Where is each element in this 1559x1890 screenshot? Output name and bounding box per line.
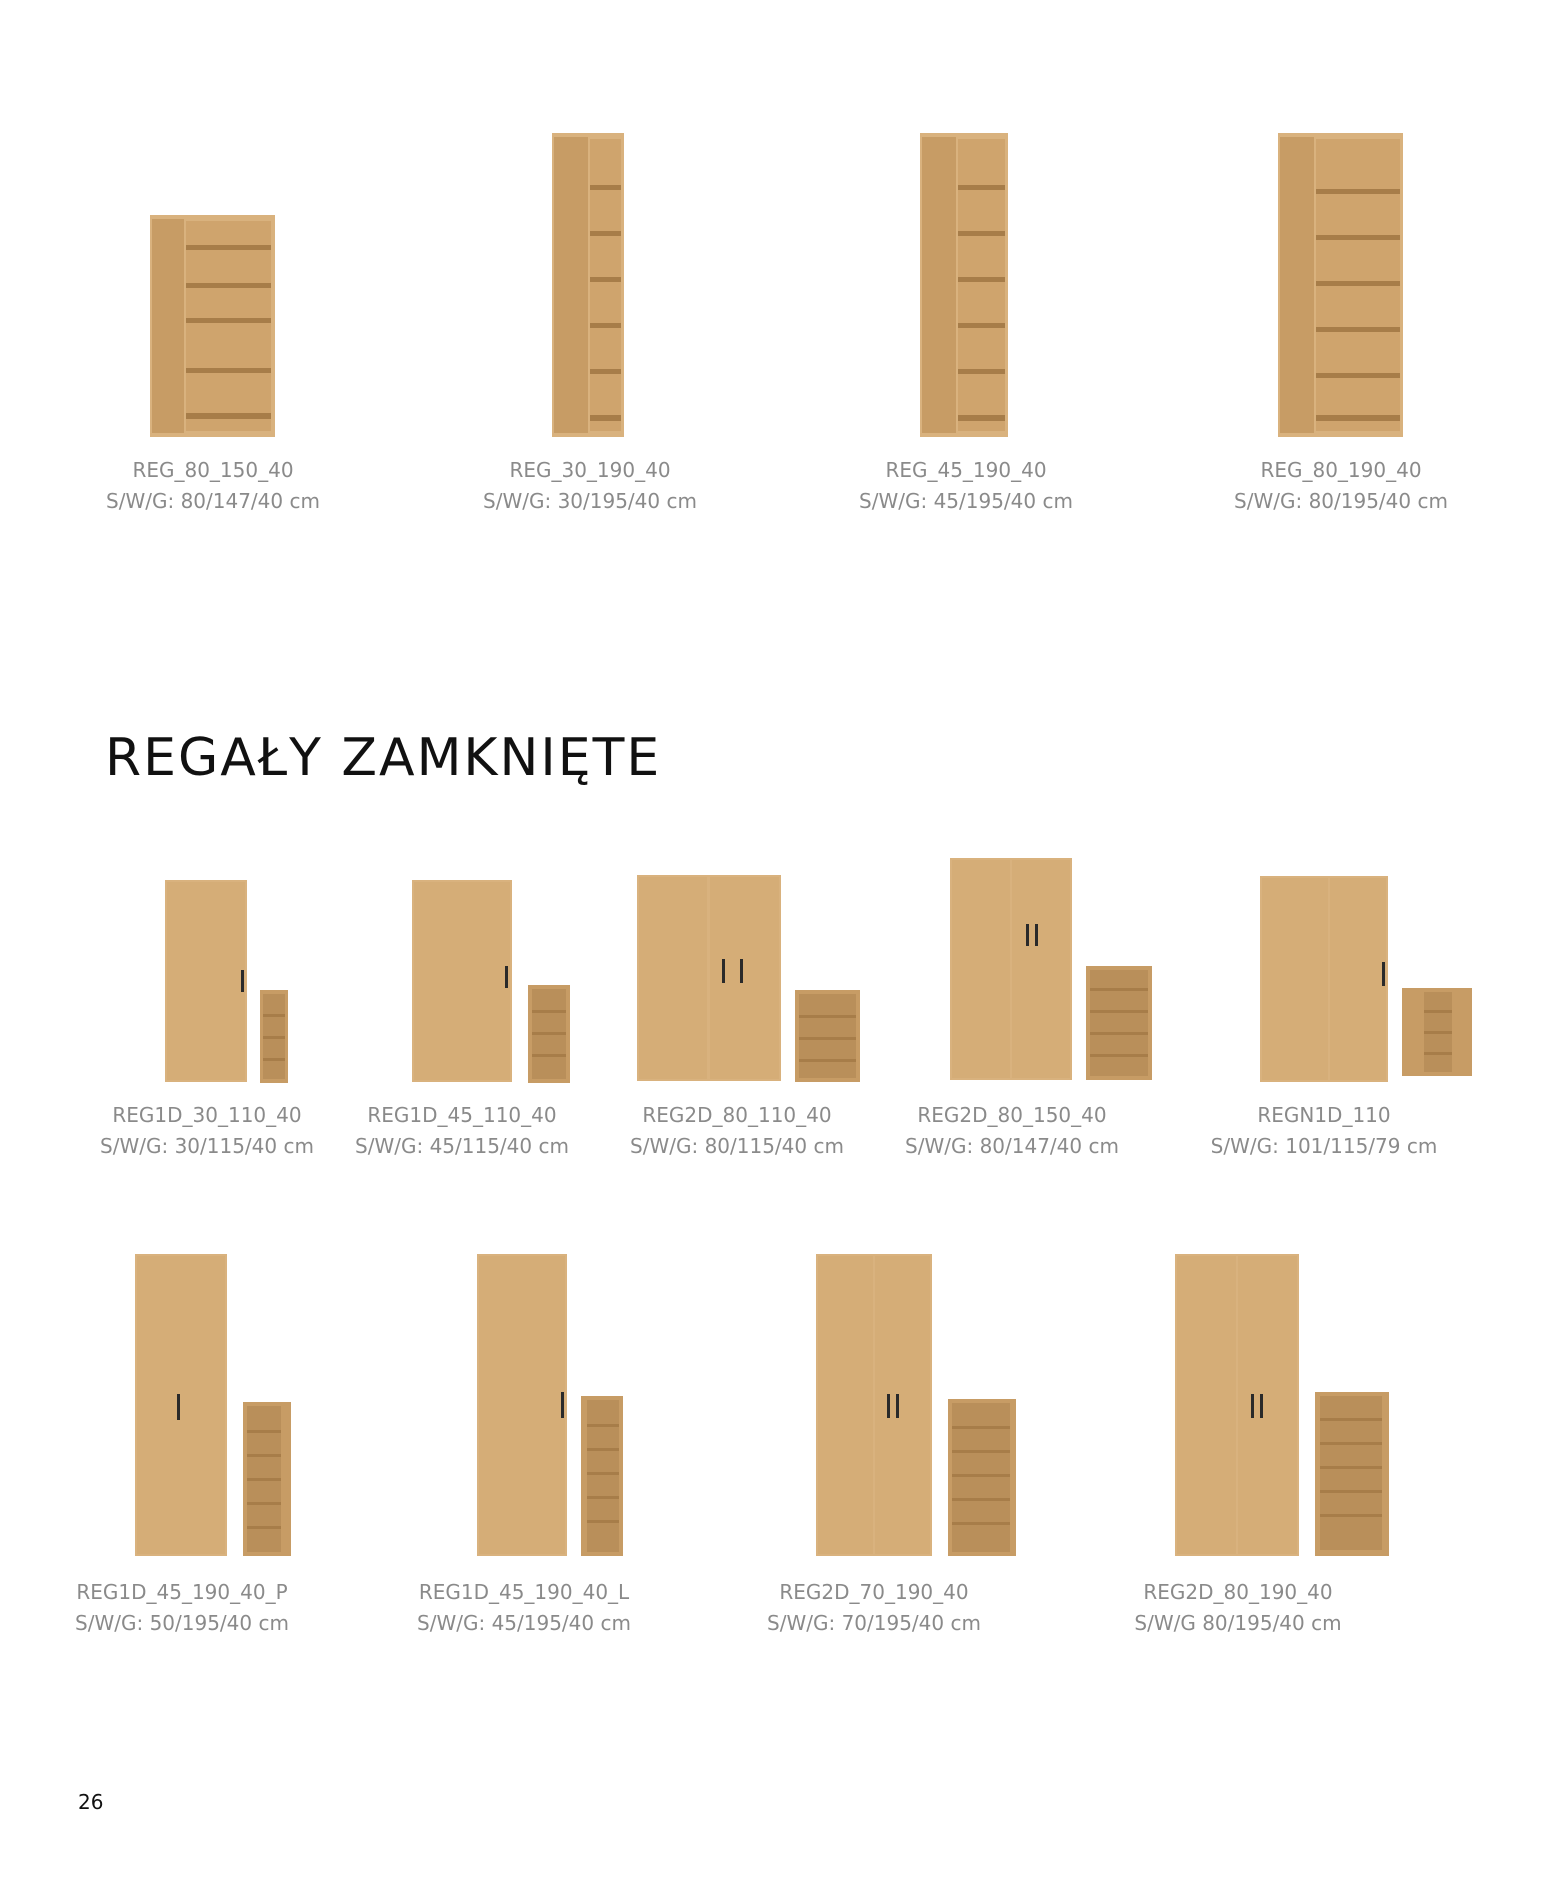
product-dimensions: S/W/G: 45/195/40 cm [859, 489, 1073, 513]
cabinet-image [816, 1254, 1021, 1559]
product-caption [100, 1100, 314, 1162]
bookcase-image [1278, 133, 1403, 437]
product-caption [483, 455, 697, 517]
cabinet-image [412, 880, 572, 1085]
product-caption [75, 1577, 289, 1639]
product-code: REG1D_45_190_40_P [76, 1580, 288, 1604]
product-code: REG_80_190_40 [1260, 458, 1422, 482]
product-code: REG_30_190_40 [509, 458, 671, 482]
page-number: 26 [78, 1790, 104, 1814]
product-dimensions: S/W/G: 70/195/40 cm [767, 1611, 981, 1635]
section-title: REGAŁY ZAMKNIĘTE [105, 728, 662, 788]
product-caption [1234, 455, 1448, 517]
cabinet-image [165, 880, 290, 1085]
product-caption [417, 1577, 631, 1639]
cabinet-image [637, 875, 862, 1085]
product-code: REG_80_150_40 [132, 458, 294, 482]
product-code: REG2D_80_150_40 [917, 1103, 1107, 1127]
product-code: REG2D_80_190_40 [1143, 1580, 1333, 1604]
product-code: REG2D_80_110_40 [642, 1103, 832, 1127]
product-dimensions: S/W/G: 101/115/79 cm [1210, 1134, 1438, 1158]
product-code: REG1D_45_190_40_L [418, 1580, 630, 1604]
product-dimensions: S/W/G: 45/115/40 cm [355, 1134, 569, 1158]
cabinet-image [1260, 876, 1475, 1086]
product-dimensions: S/W/G: 80/195/40 cm [1234, 489, 1448, 513]
product-dimensions: S/W/G: 50/195/40 cm [75, 1611, 289, 1635]
product-dimensions: S/W/G: 80/115/40 cm [630, 1134, 844, 1158]
product-code: REG_45_190_40 [885, 458, 1047, 482]
product-caption [106, 455, 320, 517]
bookcase-image [150, 215, 275, 437]
bookcase-image [920, 133, 1008, 437]
product-caption [767, 1577, 981, 1639]
product-dimensions: S/W/G: 45/195/40 cm [417, 1611, 631, 1635]
product-caption [905, 1100, 1119, 1162]
product-code: REG1D_45_110_40 [367, 1103, 557, 1127]
product-caption [355, 1100, 569, 1162]
product-code: REG2D_70_190_40 [779, 1580, 969, 1604]
product-caption [1211, 1100, 1438, 1162]
product-caption [1134, 1577, 1341, 1639]
product-dimensions: S/W/G: 30/195/40 cm [483, 489, 697, 513]
product-dimensions: S/W/G 80/195/40 cm [1134, 1611, 1342, 1635]
product-code: REGN1D_110 [1257, 1103, 1391, 1127]
product-code: REG1D_30_110_40 [112, 1103, 302, 1127]
product-caption [859, 455, 1073, 517]
cabinet-image [135, 1254, 295, 1559]
cabinet-image [950, 858, 1155, 1083]
product-dimensions: S/W/G: 80/147/40 cm [106, 489, 320, 513]
product-caption [630, 1100, 844, 1162]
cabinet-image [477, 1254, 627, 1559]
product-dimensions: S/W/G: 30/115/40 cm [100, 1134, 314, 1158]
product-dimensions: S/W/G: 80/147/40 cm [905, 1134, 1119, 1158]
bookcase-image [552, 133, 624, 437]
cabinet-image [1175, 1254, 1390, 1559]
